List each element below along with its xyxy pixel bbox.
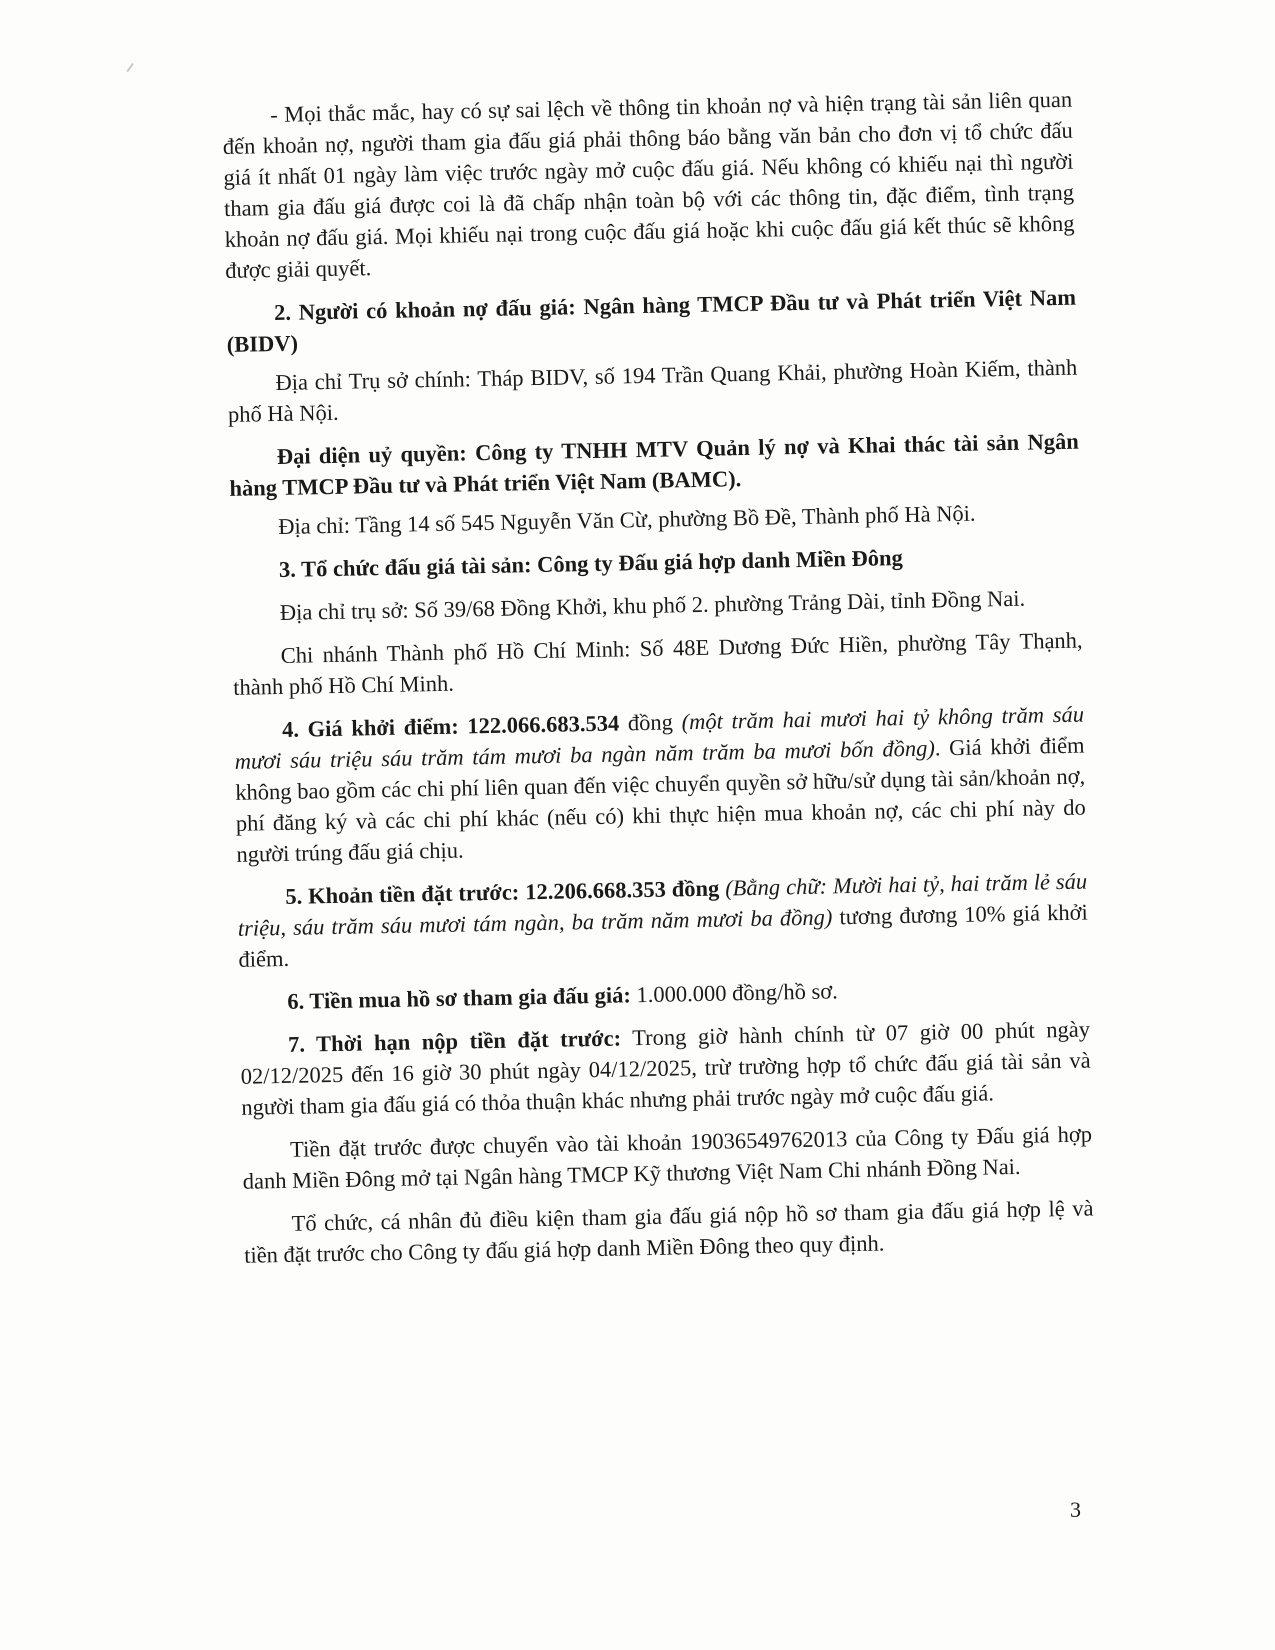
section-2-rep-address: Địa chỉ: Tầng 14 số 545 Nguyễn Văn Cừ, phường Bồ Đề, Thành phố Hà Nội.	[277, 500, 976, 539]
section-5-deposit	[237, 866, 1089, 975]
intro-paragraph: - Mọi thắc mắc, hay có sự sai lệch về thông tin khoản nợ và hiện trạng tài sản liên quan đến khoản nợ, người tham gia đấu giá phải thông báo bằng văn bản cho đơn vị tổ chức đấu giá ít nhất 01 ngày làm việc trước ngày mở cuộc đấu giá. Nếu không có khiếu nại thì người tham gia đấu giá được coi là đã chấp nhận toàn bộ với các thông tin, đặc điểm, tình trạng khoản nợ đấu giá. Mọi khiếu nại trong cuộc đấu giá hoặc khi cuộc đấu giá kết thúc sẽ không được giải quyết.	[222, 86, 1075, 283]
page-number: 3	[1070, 1497, 1081, 1522]
section-7-closing: Tổ chức, cá nhân đủ điều kiện tham gia đấu giá nộp hồ sơ tham gia đấu giá hợp lệ và tiền đặt trước cho Công ty đấu giá hợp danh Miền Đông theo quy định.	[243, 1195, 1094, 1268]
section-6-label: 6. Tiền mua hồ sơ tham gia đấu giá:	[287, 982, 632, 1014]
section-4-label: 4. Giá khởi điểm: 122.066.683.534	[281, 710, 620, 742]
section-2-heading: 2. Người có khoản nợ đấu giá: Ngân hàng TMCP Đầu tư và Phát triển Việt Nam (BIDV)	[226, 284, 1077, 357]
section-4-starting-price	[234, 699, 1087, 870]
section-3-heading: 3. Tổ chức đấu giá tài sản: Công ty Đấu giá hợp danh Miền Đông	[278, 545, 903, 582]
section-3-address: Địa chỉ trụ sở: Số 39/68 Đồng Khởi, khu phố 2. phường Trảng Dài, tỉnh Đồng Nai.	[279, 585, 1026, 625]
section-5-label: 5. Khoản tiền đặt trước: 12.206.668.353 đồng	[285, 875, 720, 909]
section-7-label: 7. Thời hạn nộp tiền đặt trước:	[287, 1025, 622, 1057]
section-6-dossier-fee	[239, 971, 1089, 1018]
section-2-address: Địa chỉ Trụ sở chính: Tháp BIDV, số 194 Trần Quang Khải, phường Hoàn Kiếm, thành phố Hà Nội.	[227, 354, 1078, 427]
section-7-deadline	[240, 1014, 1092, 1123]
scan-mark	[126, 63, 143, 79]
section-2-representative: Đại diện uỷ quyền: Công ty TNHH MTV Quản lý nợ và Khai thác tài sản Ngân hàng TMCP Đầu tư và Phát triển Việt Nam (BAMC).	[229, 428, 1079, 501]
section-6-value: 1.000.000 đồng/hồ sơ.	[630, 978, 838, 1008]
section-7-text: Trong giờ hành chính từ 07 giờ 00 phút ngày 02/12/2025 đến 16 giờ 30 phút ngày 04/12/2025, trừ trường hợp tổ chức đấu giá tài sản và người tham gia đấu giá có thỏa thuận khác nhưng phải trước ngày mở cuộc đấu giá.	[240, 1016, 1091, 1120]
section-4-rest: . Giá khởi điểm không bao gồm các chi phí liên quan đến việc chuyển quyền sở hữu/sử dụng tài sản/khoản nợ, phí đăng ký và các chi phí khác (nếu có) khi thực hiện mua khoản nợ, các chi phí này do người trúng đấu giá chịu.	[235, 732, 1086, 867]
document-body	[222, 84, 1095, 1283]
section-4-in-words: (một trăm hai mươi hai tỷ không trăm sáu mươi sáu triệu sáu trăm tám mươi ba ngàn năm trăm ba mươi bốn đồng)	[234, 701, 1085, 774]
section-4-unit: đồng	[618, 709, 682, 736]
section-5-in-words: (Bằng chữ: Mười hai tỷ, hai trăm lẻ sáu triệu, sáu trăm sáu mươi tám ngàn, ba trăm năm mươi ba đồng)	[237, 868, 1088, 941]
section-5-rest: tương đương 10% giá khởi điểm.	[238, 899, 1088, 972]
section-7-account: Tiền đặt trước được chuyển vào tài khoản 19036549762013 của Công ty Đấu giá hợp danh Miền Đông mở tại Ngân hàng TMCP Kỹ thương Việt Nam Chi nhánh Đồng Nai.	[242, 1121, 1093, 1194]
section-3-branch: Chi nhánh Thành phố Hồ Chí Minh: Số 48E Dương Đức Hiền, phường Tây Thạnh, thành phố Hồ Chí Minh.	[233, 627, 1083, 700]
